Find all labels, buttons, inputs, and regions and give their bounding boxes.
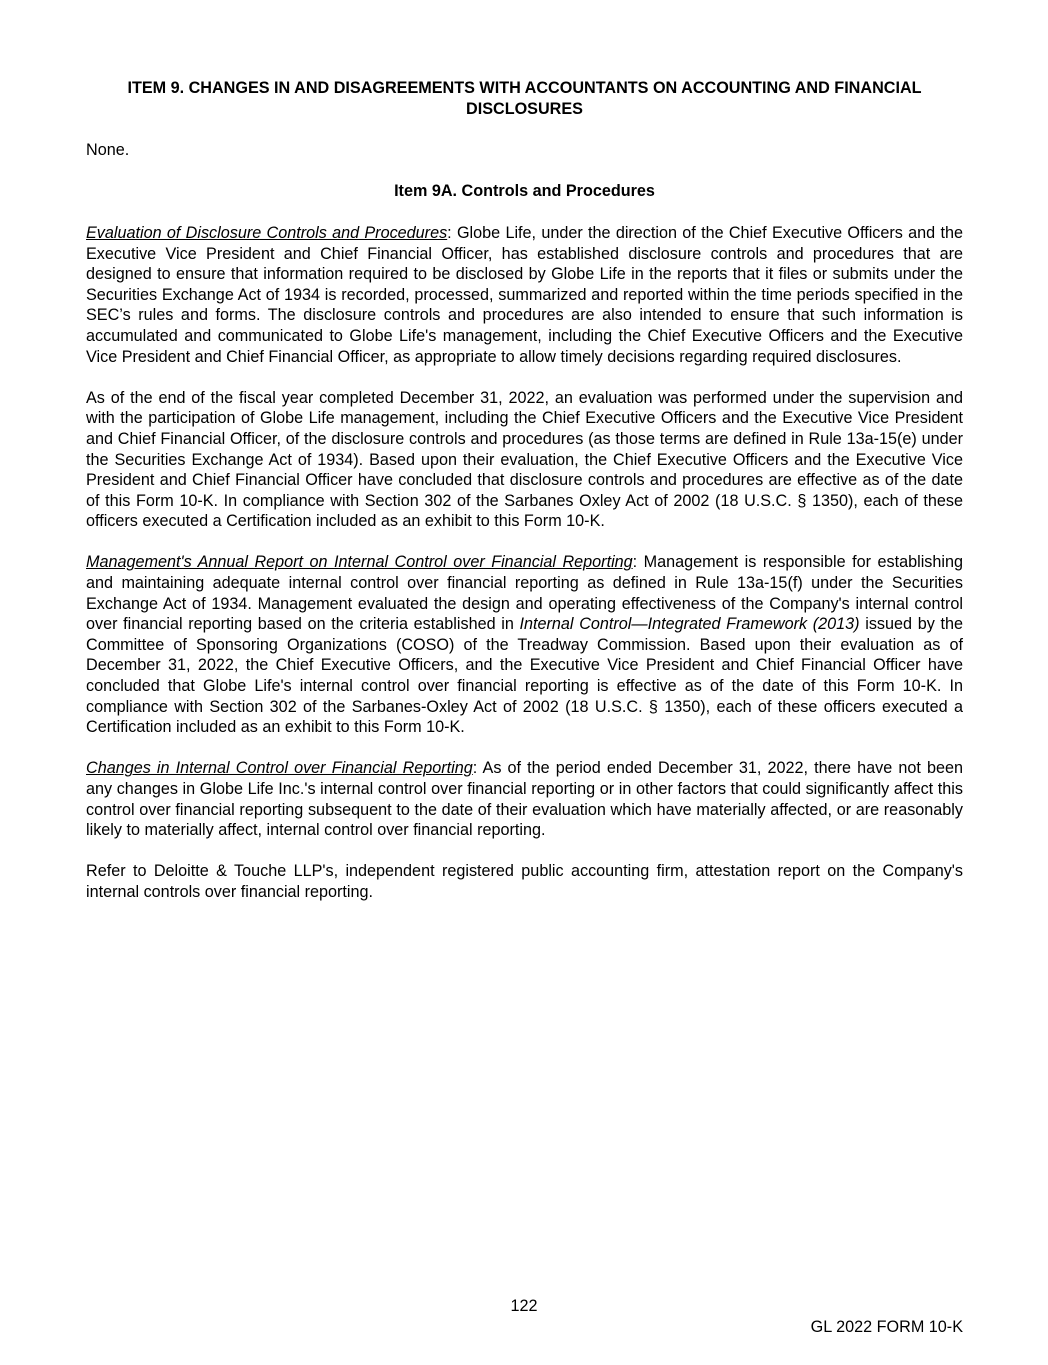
- changes-title: Changes in Internal Control over Financial Reporting: [86, 759, 473, 778]
- fiscal-year-paragraph: As of the end of the fiscal year completed December 31, 2022, an evaluation was performed under the supervision and with the participation of Globe Life management, including the Chief Executive Officers and the Executive Vice President and Chief Financial Officer, of the disclosure controls and procedures (as those terms are defined in Rule 13a-15(e) under the Securities Exchange Act of 1934). Based upon their evaluation, the Chief Executive Officers and the Executive Vice President and Chief Financial Officer have concluded that disclosure controls and procedures are effective as of the date of this Form 10-K. In compliance with Section 302 of the Sarbanes Oxley Act of 2002 (18 U.S.C. § 1350), each of these officers executed a Certification included as an exhibit to this Form 10-K.: [86, 388, 963, 531]
- page-number: 122: [510, 1297, 538, 1315]
- management-report-text-before: : Management is responsible for establishing and maintaining adequate internal control over financial reporting as defined in Rule 13a-15(f) under the Securities Exchange Act of 1934. Management evaluated the design and operating effectiveness of the Company's internal control over financial reporting based on the criteria established in: [86, 553, 963, 634]
- item-9a-heading: Item 9A. Controls and Procedures: [394, 182, 655, 201]
- management-report-text-after: issued by the Committee of Sponsoring Organizations (COSO) of the Treadway Commission. Based upon their evaluation as of December 31, 2022, the Chief Executive Officers, and the Executive Vice President and Chief Financial Officer have concluded that Globe Life's internal control over financial reporting is effective as of the date of this Form 10-K. In compliance with Section 302 of the Sarbanes-Oxley Act of 2002 (18 U.S.C. § 1350), each of these officers executed a Certification included as an exhibit to this Form 10-K.: [86, 615, 963, 737]
- item-9-body: None.: [86, 141, 130, 160]
- evaluation-text: : Globe Life, under the direction of the Chief Executive Officers and the Executive Vice President and Chief Financial Officer, has established disclosure controls and procedures that are designed to ensure that information required to be disclosed by Globe Life in the reports that it files or submits under the Securities Exchange Act of 1934 is recorded, processed, summarized and reported within the time periods specified in the SEC’s rules and forms. The disclosure controls and procedures are also intended to ensure that such information is accumulated and communicated to Globe Life's management, including the Chief Executive Officers and the Executive Vice President and Chief Financial Officer, as appropriate to allow timely decisions regarding required disclosures.: [86, 223, 963, 366]
- refer-paragraph: Refer to Deloitte & Touche LLP's, independent registered public accounting firm, attestation report on the Company's internal controls over financial reporting.: [86, 862, 963, 901]
- changes-paragraph: [86, 758, 963, 840]
- management-report-paragraph: [86, 552, 963, 737]
- management-report-title: Management's Annual Report on Internal Control over Financial Reporting: [86, 553, 633, 572]
- document-page: [86, 78, 963, 923]
- evaluation-title: Evaluation of Disclosure Controls and Procedures: [86, 223, 448, 242]
- changes-text: : As of the period ended December 31, 2022, there have not been any changes in Globe Life Inc.'s internal control over financial reporting or in other factors that could significantly affect this control over financial reporting subsequent to the date of their evaluation which have materially affected, or are reasonably likely to materially affect, internal control over financial reporting.: [86, 759, 964, 840]
- evaluation-paragraph: [86, 223, 963, 367]
- item-9-heading: ITEM 9. CHANGES IN AND DISAGREEMENTS WITH ACCOUNTANTS ON ACCOUNTING AND FINANCIAL DISCLOSURES: [127, 79, 922, 118]
- coso-framework-title: Internal Control—Integrated Framework (2013): [519, 615, 860, 634]
- footer-label: GL 2022 FORM 10-K: [810, 1318, 963, 1336]
